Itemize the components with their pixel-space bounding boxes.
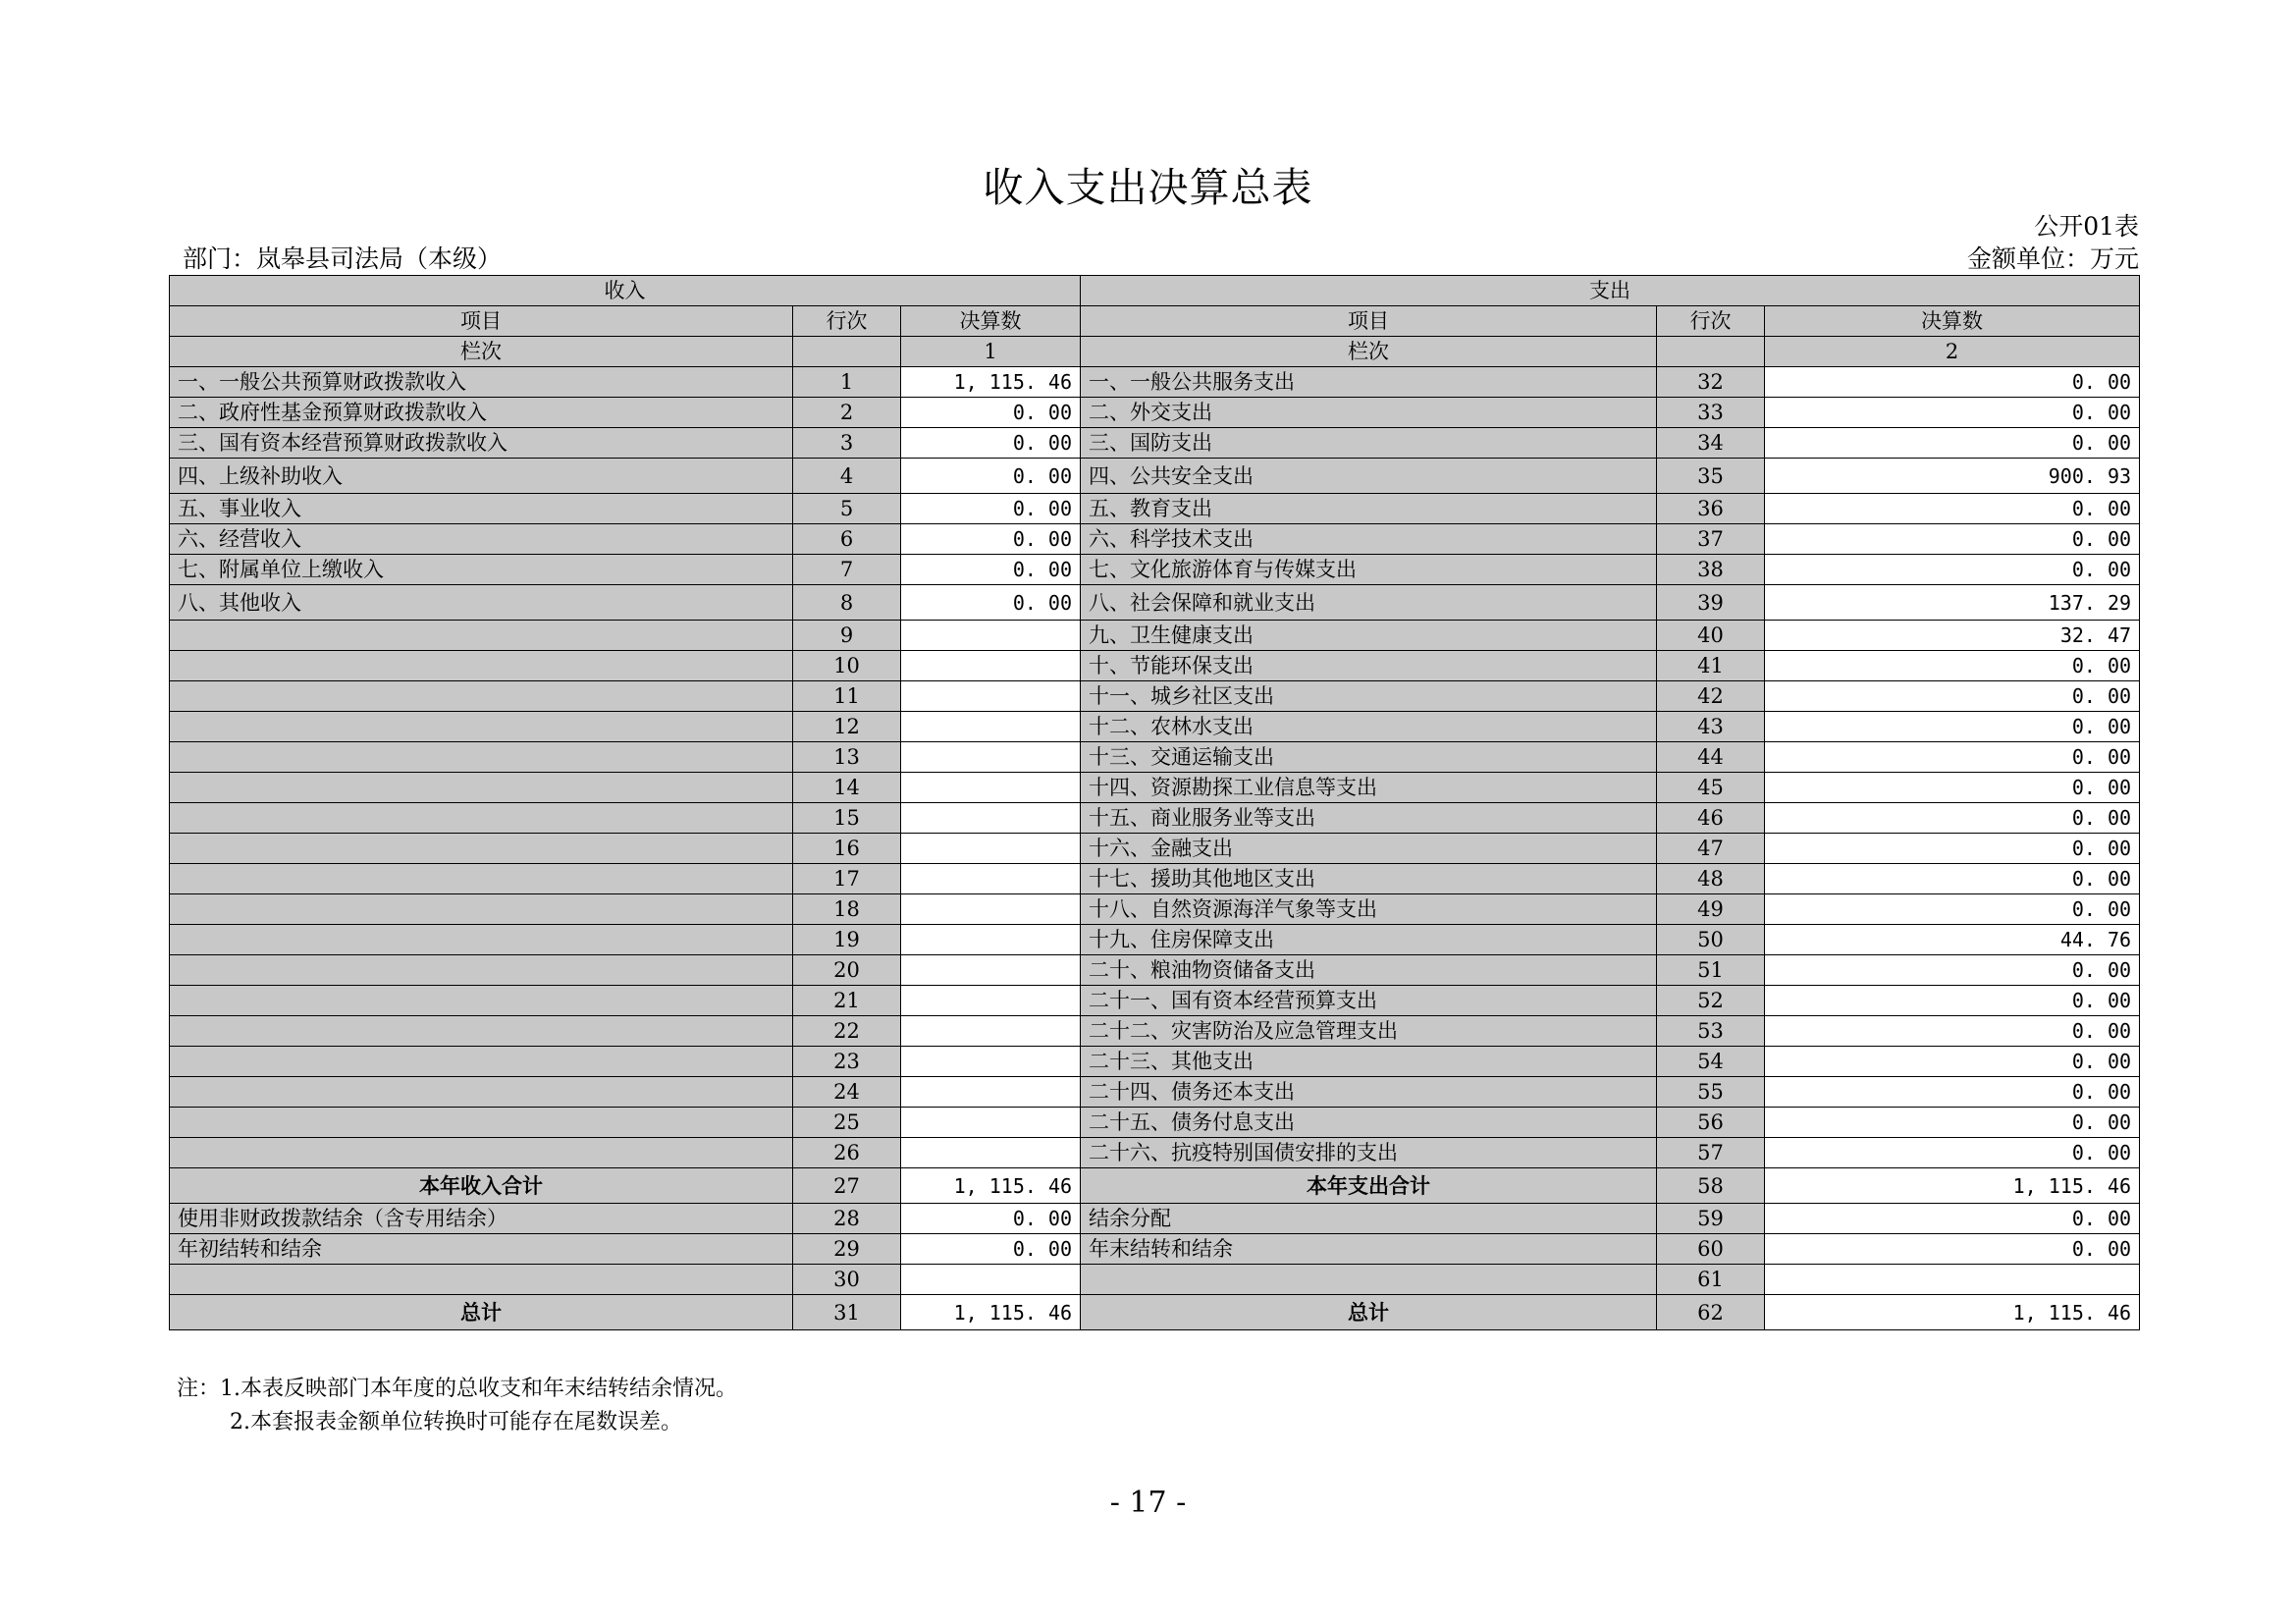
- income-amount: [901, 986, 1081, 1016]
- income-amount: 0. 00: [901, 398, 1081, 428]
- table-row: [170, 864, 2140, 894]
- expense-row-no: 55: [1657, 1077, 1765, 1108]
- expense-grand-total-label: 总计: [1081, 1295, 1657, 1330]
- expense-amount: 0. 00: [1765, 555, 2140, 585]
- department-label: 部门：岚皋县司法局（本级）: [183, 244, 503, 273]
- expense-grand-total-row-no: 62: [1657, 1295, 1765, 1330]
- income-item: [170, 894, 793, 925]
- income-row-no: 3: [793, 428, 901, 459]
- expense-row-no: 56: [1657, 1108, 1765, 1138]
- expense-amount: 0. 00: [1765, 986, 2140, 1016]
- expense-row-no: 49: [1657, 894, 1765, 925]
- table-row: [170, 681, 2140, 712]
- expense-amount: 0. 00: [1765, 1047, 2140, 1077]
- expense-row-no: 48: [1657, 864, 1765, 894]
- income-column-no-label: 栏次: [170, 337, 793, 367]
- income-item: [170, 834, 793, 864]
- income-expense-table: [169, 275, 2140, 1330]
- income-total-label: 本年收入合计: [170, 1168, 793, 1204]
- expense-amount: 0. 00: [1765, 1138, 2140, 1168]
- expense-item: 九、卫生健康支出: [1081, 621, 1657, 651]
- income-amount: [901, 621, 1081, 651]
- income-amount: [901, 955, 1081, 986]
- income-item: [170, 925, 793, 955]
- expense-item: 二十四、债务还本支出: [1081, 1077, 1657, 1108]
- income-row-no: 5: [793, 494, 901, 524]
- expense-amount: 0. 00: [1765, 651, 2140, 681]
- amount-unit-label: 金额单位：万元: [1966, 244, 2139, 273]
- income-item: [170, 773, 793, 803]
- expense-row-no: 38: [1657, 555, 1765, 585]
- income-item: [170, 1138, 793, 1168]
- table-row: [170, 986, 2140, 1016]
- expense-column-no-value: 2: [1765, 337, 2140, 367]
- income-item: [170, 1265, 793, 1295]
- expense-item: 十六、金融支出: [1081, 834, 1657, 864]
- expense-item: 四、公共安全支出: [1081, 459, 1657, 494]
- expense-item: 三、国防支出: [1081, 428, 1657, 459]
- income-amount: [901, 1047, 1081, 1077]
- expense-item: 十四、资源勘探工业信息等支出: [1081, 773, 1657, 803]
- expense-amount: 0. 00: [1765, 1204, 2140, 1234]
- income-item: [170, 955, 793, 986]
- income-amount: 1, 115. 46: [901, 367, 1081, 398]
- income-amount: [901, 773, 1081, 803]
- page-title: 收入支出决算总表: [983, 164, 1313, 211]
- expense-grand-total-value: 1, 115. 46: [1765, 1295, 2140, 1330]
- income-row-no: 15: [793, 803, 901, 834]
- income-item: 二、政府性基金预算财政拨款收入: [170, 398, 793, 428]
- expense-amount: 0. 00: [1765, 1234, 2140, 1265]
- expense-amount: 0. 00: [1765, 367, 2140, 398]
- income-amount: [901, 1265, 1081, 1295]
- income-row-no: 23: [793, 1047, 901, 1077]
- table-row: [170, 651, 2140, 681]
- expense-row-no: 41: [1657, 651, 1765, 681]
- income-item: 四、上级补助收入: [170, 459, 793, 494]
- expense-item: 二、外交支出: [1081, 398, 1657, 428]
- income-item: 五、事业收入: [170, 494, 793, 524]
- expense-amount: 0. 00: [1765, 894, 2140, 925]
- income-row-no: 17: [793, 864, 901, 894]
- expense-amount: 137. 29: [1765, 585, 2140, 621]
- expense-row-no: 35: [1657, 459, 1765, 494]
- table-row: [170, 712, 2140, 742]
- expense-amount: 0. 00: [1765, 1077, 2140, 1108]
- expense-row-no: 47: [1657, 834, 1765, 864]
- table-row: [170, 773, 2140, 803]
- income-row-no: 6: [793, 524, 901, 555]
- income-amount: [901, 834, 1081, 864]
- income-amount: 0. 00: [901, 555, 1081, 585]
- expense-row-no: 52: [1657, 986, 1765, 1016]
- table-row: [170, 925, 2140, 955]
- expense-item: 十、节能环保支出: [1081, 651, 1657, 681]
- table-row: [170, 459, 2140, 494]
- expense-amount: 0. 00: [1765, 773, 2140, 803]
- expense-row-no: 32: [1657, 367, 1765, 398]
- expense-amount: 0. 00: [1765, 494, 2140, 524]
- income-amount: [901, 1077, 1081, 1108]
- income-amount: [901, 1108, 1081, 1138]
- income-grand-total-value: 1, 115. 46: [901, 1295, 1081, 1330]
- income-amount: 0. 00: [901, 1204, 1081, 1234]
- expense-item: 十五、商业服务业等支出: [1081, 803, 1657, 834]
- income-amount-header: 决算数: [901, 306, 1081, 337]
- footnotes: [177, 1373, 737, 1439]
- expense-item-header: 项目: [1081, 306, 1657, 337]
- expense-row-no: 53: [1657, 1016, 1765, 1047]
- expense-row-no-header: 行次: [1657, 306, 1765, 337]
- table-row: [170, 834, 2140, 864]
- income-row-no: 2: [793, 398, 901, 428]
- table-row: [170, 398, 2140, 428]
- income-row-no: 20: [793, 955, 901, 986]
- table-row: [170, 1265, 2140, 1295]
- annual-total-row: [170, 1168, 2140, 1204]
- expense-row-no: 40: [1657, 621, 1765, 651]
- income-item: 八、其他收入: [170, 585, 793, 621]
- expense-item: 十七、援助其他地区支出: [1081, 864, 1657, 894]
- table-row: [170, 1234, 2140, 1265]
- income-item: 一、一般公共预算财政拨款收入: [170, 367, 793, 398]
- expense-column-no-label: 栏次: [1081, 337, 1657, 367]
- expense-item: 结余分配: [1081, 1204, 1657, 1234]
- income-amount: [901, 1016, 1081, 1047]
- expense-row-no: 44: [1657, 742, 1765, 773]
- table-body: [170, 367, 2140, 1168]
- table-row: [170, 555, 2140, 585]
- income-item: [170, 864, 793, 894]
- expense-amount: 44. 76: [1765, 925, 2140, 955]
- income-total-value: 1, 115. 46: [901, 1168, 1081, 1204]
- income-row-no: 22: [793, 1016, 901, 1047]
- income-row-no: 30: [793, 1265, 901, 1295]
- income-total-row-no: 27: [793, 1168, 901, 1204]
- income-amount: 0. 00: [901, 494, 1081, 524]
- expense-row-no: 42: [1657, 681, 1765, 712]
- income-amount: [901, 742, 1081, 773]
- footnote-2: 2.本套报表金额单位转换时可能存在尾数误差。: [230, 1410, 682, 1434]
- expense-amount: [1765, 1265, 2140, 1295]
- income-grand-total-row-no: 31: [793, 1295, 901, 1330]
- income-amount: [901, 803, 1081, 834]
- table-row: [170, 428, 2140, 459]
- expense-amount: 900. 93: [1765, 459, 2140, 494]
- expense-row-no: 61: [1657, 1265, 1765, 1295]
- income-item: [170, 1108, 793, 1138]
- income-row-no: 26: [793, 1138, 901, 1168]
- income-row-no: 18: [793, 894, 901, 925]
- expense-item: 二十、粮油物资储备支出: [1081, 955, 1657, 986]
- expense-amount: 32. 47: [1765, 621, 2140, 651]
- income-item: [170, 712, 793, 742]
- income-amount: [901, 894, 1081, 925]
- expense-row-no: 36: [1657, 494, 1765, 524]
- income-section-header: 收入: [170, 276, 1081, 306]
- expense-item: 二十一、国有资本经营预算支出: [1081, 986, 1657, 1016]
- income-item: [170, 681, 793, 712]
- income-row-no: 1: [793, 367, 901, 398]
- expense-row-no: 59: [1657, 1204, 1765, 1234]
- income-row-no: 19: [793, 925, 901, 955]
- table-row: [170, 494, 2140, 524]
- expense-item: 二十五、债务付息支出: [1081, 1108, 1657, 1138]
- expense-amount: 0. 00: [1765, 1016, 2140, 1047]
- income-item: [170, 651, 793, 681]
- expense-item: 年末结转和结余: [1081, 1234, 1657, 1265]
- table-row: [170, 1204, 2140, 1234]
- table-row: [170, 1077, 2140, 1108]
- income-row-no: 10: [793, 651, 901, 681]
- income-amount: [901, 1138, 1081, 1168]
- extra-rows: [170, 1204, 2140, 1295]
- expense-amount: 0. 00: [1765, 742, 2140, 773]
- income-item: 年初结转和结余: [170, 1234, 793, 1265]
- footnote-1: 注：1.本表反映部门本年度的总收支和年末结转结余情况。: [177, 1377, 737, 1401]
- table-row: [170, 621, 2140, 651]
- income-row-no: 24: [793, 1077, 901, 1108]
- table-row: [170, 742, 2140, 773]
- expense-item: 二十二、灾害防治及应急管理支出: [1081, 1016, 1657, 1047]
- income-row-no: 7: [793, 555, 901, 585]
- expense-item: 二十三、其他支出: [1081, 1047, 1657, 1077]
- income-item: 六、经营收入: [170, 524, 793, 555]
- expense-total-label: 本年支出合计: [1081, 1168, 1657, 1204]
- income-row-no: 4: [793, 459, 901, 494]
- expense-total-value: 1, 115. 46: [1765, 1168, 2140, 1204]
- income-amount: 0. 00: [901, 459, 1081, 494]
- table-row: [170, 524, 2140, 555]
- income-amount: [901, 864, 1081, 894]
- income-item: [170, 621, 793, 651]
- expense-item: 一、一般公共服务支出: [1081, 367, 1657, 398]
- income-item: [170, 742, 793, 773]
- income-row-no: 29: [793, 1234, 901, 1265]
- expense-row-no: 60: [1657, 1234, 1765, 1265]
- table-row: [170, 367, 2140, 398]
- expense-total-row-no: 58: [1657, 1168, 1765, 1204]
- table-row: [170, 1108, 2140, 1138]
- expense-row-no: 50: [1657, 925, 1765, 955]
- expense-column-no-blank: [1657, 337, 1765, 367]
- expense-row-no: 46: [1657, 803, 1765, 834]
- expense-row-no: 39: [1657, 585, 1765, 621]
- expense-section-header: 支出: [1081, 276, 2140, 306]
- expense-item: [1081, 1265, 1657, 1295]
- income-row-no: 16: [793, 834, 901, 864]
- income-amount: [901, 651, 1081, 681]
- income-row-no: 25: [793, 1108, 901, 1138]
- table-row: [170, 803, 2140, 834]
- table-row: [170, 1138, 2140, 1168]
- expense-item: 十八、自然资源海洋气象等支出: [1081, 894, 1657, 925]
- expense-amount: 0. 00: [1765, 398, 2140, 428]
- page-number: - 17 -: [1109, 1486, 1187, 1520]
- table-row: [170, 955, 2140, 986]
- income-item: 三、国有资本经营预算财政拨款收入: [170, 428, 793, 459]
- grand-total-row: [170, 1295, 2140, 1330]
- income-amount: 0. 00: [901, 428, 1081, 459]
- income-row-no: 11: [793, 681, 901, 712]
- expense-amount: 0. 00: [1765, 864, 2140, 894]
- expense-item: 二十六、抗疫特别国债安排的支出: [1081, 1138, 1657, 1168]
- expense-row-no: 34: [1657, 428, 1765, 459]
- income-item: 七、附属单位上缴收入: [170, 555, 793, 585]
- table-row: [170, 585, 2140, 621]
- table-row: [170, 1016, 2140, 1047]
- income-column-no-blank: [793, 337, 901, 367]
- income-item: 使用非财政拨款结余（含专用结余）: [170, 1204, 793, 1234]
- income-amount: 0. 00: [901, 524, 1081, 555]
- income-column-no-value: 1: [901, 337, 1081, 367]
- income-item-header: 项目: [170, 306, 793, 337]
- expense-item: 十二、农林水支出: [1081, 712, 1657, 742]
- table-row: [170, 1047, 2140, 1077]
- income-row-no: 8: [793, 585, 901, 621]
- form-id: 公开01表: [2034, 212, 2139, 241]
- expense-amount: 0. 00: [1765, 803, 2140, 834]
- income-row-no: 21: [793, 986, 901, 1016]
- expense-row-no: 57: [1657, 1138, 1765, 1168]
- expense-amount: 0. 00: [1765, 834, 2140, 864]
- expense-row-no: 43: [1657, 712, 1765, 742]
- income-amount: [901, 925, 1081, 955]
- expense-item: 十三、交通运输支出: [1081, 742, 1657, 773]
- income-grand-total-label: 总计: [170, 1295, 793, 1330]
- expense-row-no: 51: [1657, 955, 1765, 986]
- income-row-no-header: 行次: [793, 306, 901, 337]
- expense-amount: 0. 00: [1765, 1108, 2140, 1138]
- expense-item: 十九、住房保障支出: [1081, 925, 1657, 955]
- expense-item: 七、文化旅游体育与传媒支出: [1081, 555, 1657, 585]
- income-amount: 0. 00: [901, 585, 1081, 621]
- expense-item: 八、社会保障和就业支出: [1081, 585, 1657, 621]
- expense-amount: 0. 00: [1765, 524, 2140, 555]
- income-row-no: 28: [793, 1204, 901, 1234]
- income-amount: 0. 00: [901, 1234, 1081, 1265]
- expense-row-no: 37: [1657, 524, 1765, 555]
- table-row: [170, 894, 2140, 925]
- expense-item: 十一、城乡社区支出: [1081, 681, 1657, 712]
- expense-amount: 0. 00: [1765, 955, 2140, 986]
- expense-item: 五、教育支出: [1081, 494, 1657, 524]
- income-row-no: 9: [793, 621, 901, 651]
- expense-row-no: 33: [1657, 398, 1765, 428]
- income-item: [170, 803, 793, 834]
- income-amount: [901, 681, 1081, 712]
- income-item: [170, 1047, 793, 1077]
- expense-row-no: 54: [1657, 1047, 1765, 1077]
- expense-item: 六、科学技术支出: [1081, 524, 1657, 555]
- income-amount: [901, 712, 1081, 742]
- expense-row-no: 45: [1657, 773, 1765, 803]
- income-item: [170, 1077, 793, 1108]
- expense-amount: 0. 00: [1765, 681, 2140, 712]
- income-row-no: 12: [793, 712, 901, 742]
- expense-amount: 0. 00: [1765, 712, 2140, 742]
- income-row-no: 14: [793, 773, 901, 803]
- income-item: [170, 1016, 793, 1047]
- expense-amount-header: 决算数: [1765, 306, 2140, 337]
- expense-amount: 0. 00: [1765, 428, 2140, 459]
- income-row-no: 13: [793, 742, 901, 773]
- income-item: [170, 986, 793, 1016]
